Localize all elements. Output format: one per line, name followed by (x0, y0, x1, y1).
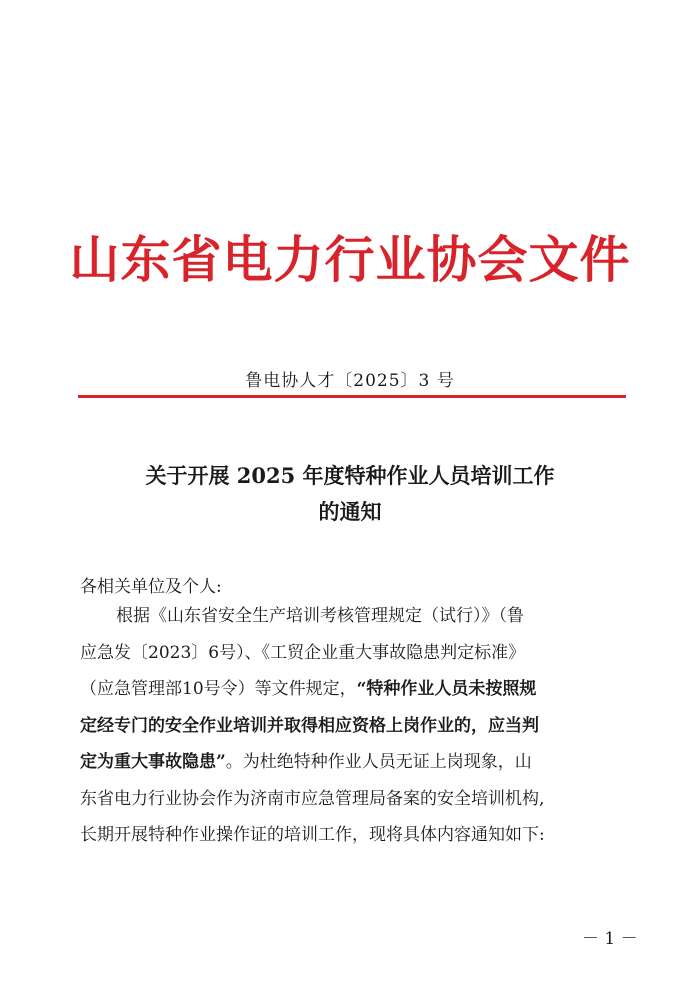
body-line: 东省电力行业协会作为济南市应急管理局备案的安全培训机构, (80, 788, 545, 809)
page-number: － 1 － (582, 929, 638, 949)
red-divider-line (78, 395, 626, 398)
emphasized-line: 定经专门的安全作业培训并取得相应资格上岗作业的，应当判 (80, 715, 539, 736)
body-paragraph (80, 598, 628, 854)
body-line (80, 744, 628, 781)
document-number: 鲁电协人才〔2025〕3 号 (245, 371, 455, 391)
body-line: 长期开展特种作业操作证的培训工作，现将具体内容通知如下: (80, 825, 545, 845)
body-text: （应急管理部10号令）等文件规定， (80, 679, 357, 699)
emphasized-text: “特种作业人员未按照规 (356, 679, 537, 699)
notice-title-line-2: 的通知 (318, 499, 382, 524)
body-text: 。为杜绝特种作业人员无证上岗现象，山 (225, 752, 532, 772)
notice-title (0, 458, 700, 530)
issuer-header-title: 山东省电力行业协会文件 (69, 230, 631, 289)
salutation: 各相关单位及个人: (80, 577, 222, 597)
notice-title-line-1: 关于开展 2025 年度特种作业人员培训工作 (145, 463, 555, 488)
emphasized-text: 定为重大事故隐患” (80, 752, 226, 772)
body-line: 应急发〔2023〕6号）、《工贸企业重大事故隐患判定标准》 (80, 642, 526, 663)
body-line: 根据《山东省安全生产培训考核管理规定（试行）》（鲁 (116, 606, 524, 626)
body-line (80, 671, 628, 708)
